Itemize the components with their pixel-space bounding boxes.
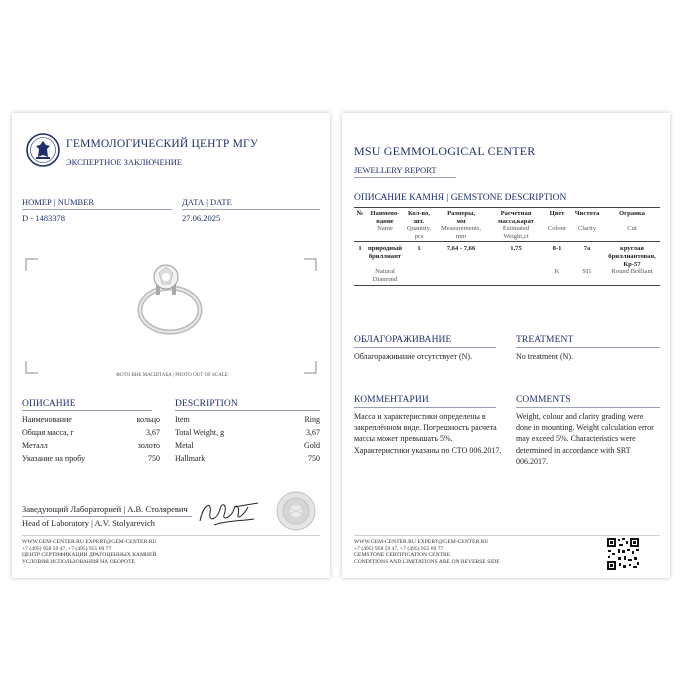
cell: K [554,268,560,276]
col-header: Кол-во, шт. [407,210,431,225]
ring-image [132,255,212,345]
desc-row [22,415,320,428]
gem-heading: ОПИСАНИЕ КАМНЯ | GEMSTONE DESCRIPTION [354,193,567,203]
hologram-seal-icon [276,491,316,531]
footer-right [354,539,500,565]
number-value: D - 1483378 [22,213,65,223]
desc-en-value: Ring [304,415,320,424]
cell: Natural Diamond [372,268,398,283]
col-header: № [356,210,364,217]
treatment-en-heading: TREATMENT [516,335,574,345]
description-rows [22,415,320,467]
head-en-title: Head of Laboratory [22,518,90,528]
col-header: Расчетная масса,карат [498,210,534,225]
cell: круглая бриллиантовая, Кр-57 [608,245,656,268]
col-header: Размеры, мм [447,210,475,225]
comments-en-text: Weight, colour and clarity grading were done in mounting. Weight calculation error may exceed 5%. Characteristics were determined in accordance with SRT 006.2017. [516,412,654,466]
desc-ru-label: Металл [22,441,48,450]
head-en-line: Head of Laboratory | A.V. Stolyarevich [22,518,156,528]
date-value: 27.06.2025 [182,213,221,223]
treatment-ru-heading: ОБЛАГОРАЖИВАНИЕ [354,335,452,345]
footer-line: +7 (495) 958 59 47, +7 (495) 955 69 77 [354,545,444,552]
photo-caption: ФОТО ВНЕ МАСШТАБА | PHOTO OUT OF SCALE [116,373,228,378]
col-header: Clarity [577,225,597,233]
cell: 1 [417,245,421,253]
table-row-en [354,268,660,286]
ring-photo-frame [22,255,320,377]
col-header [354,225,366,242]
desc-en-value: Gold [304,441,320,450]
footer-line: WWW.GEM-CENTER.RU EXPERT@GEM-CENTER.RU [354,539,489,545]
footer-line: +7 (495) 958 59 47, +7 (495) 955 69 77 [22,545,112,552]
cell: 1,75 [510,245,522,253]
head-ru-line: Заведующий Лабораторией | А.В. Столяревич [22,504,188,514]
footer-line: CONDITIONS AND LIMITATIONS ARE ON REVERSE SIDE [354,558,500,565]
cell: SI1 [582,268,592,276]
report-page-russian [12,113,330,578]
cell: Round Brilliant [611,268,653,276]
footer-line: WWW.GEM-CENTER.RU EXPERT@GEM-CENTER.RU [22,539,157,545]
comments-en-heading: COMMENTS [516,395,571,405]
col-header: Estimated Weight,ct [502,225,530,240]
head-en-name: A.V. Stolyarevich [94,518,156,528]
desc-en-label: Total Weight, g [175,428,225,437]
desc-row [22,454,320,467]
desc-ru-label: Указание на пробу [22,454,85,463]
report-type-en: JEWELLERY REPORT [354,165,437,175]
footer-line: УСЛОВИЯ ИСПОЛЬЗОВАНИЯ НА ОБОРОТЕ [22,558,135,565]
date-label: ДАТА | DATE [182,197,232,207]
treatment-en-text: No treatment (N). [516,352,574,361]
desc-ru-label: Общая масса, г [22,428,74,437]
desc-en-value: 750 [308,454,320,463]
report-type: ЭКСПЕРТНОЕ ЗАКЛЮЧЕНИЕ [66,157,183,167]
desc-ru-value: 750 [148,454,160,463]
treatment-ru-text: Облагораживание отсутствует (N). [354,352,473,361]
col-header: Quantity, pcs [406,225,432,240]
desc-en-label: Metal [175,441,194,450]
cell [434,268,488,286]
col-header: Цвет [549,210,565,217]
cell: 7а [583,245,591,253]
comments-ru-text: Масса и характеристики определены в закреплённом виде. Погрешность расчета массы может превышать 5%. Характеристики указаны по СТО 006.2017. [354,412,502,455]
number-label: НОМЕР | NUMBER [22,197,95,207]
col-header: Colour [547,225,567,233]
desc-ru-value: кольцо [136,415,160,424]
desc-ru-value: золото [137,441,160,450]
desc-row [22,441,320,454]
report-page-english [342,113,670,578]
cell: 1 [358,245,362,253]
table-header-ru [354,210,660,225]
desc-en-label: Hallmark [175,454,206,463]
org-title: ГЕММОЛОГИЧЕСКИЙ ЦЕНТР МГУ [66,138,259,150]
head-ru-name: А.В. Столяревич [127,504,188,514]
desc-row [22,428,320,441]
col-header: Measurements, mm [440,225,482,240]
comments-ru-heading: КОММЕНТАРИИ [354,395,429,405]
desc-en-heading: DESCRIPTION [175,399,238,409]
col-header: Cut [627,225,637,233]
head-ru-title: Заведующий Лабораторией [22,504,122,514]
cell [488,268,544,286]
desc-ru-label: Наименование [22,415,72,424]
cell [404,268,434,286]
table-header-en [354,225,660,242]
cell [354,268,366,286]
footer-line: GEMSTONE CERTIFICATION CENTRE [354,552,451,559]
footer-line: ЦЕНТР СЕРТИФИКАЦИИ ДРАГОЦЕННЫХ КАМНЕЙ [22,552,157,559]
cell: природный бриллиант [367,245,403,260]
cell: 8-1 [552,245,562,253]
footer-left [22,539,157,565]
qr-code-icon[interactable] [606,537,640,571]
table-row-ru [354,242,660,268]
col-header: Name [377,225,393,233]
desc-en-value: 3,67 [306,428,320,437]
msu-logo-icon [26,133,60,167]
col-header: Наимено- вание [370,210,400,225]
org-title-en: MSU GEMMOLOGICAL CENTER [354,144,536,158]
gemstone-table [354,210,660,286]
desc-en-label: Item [175,415,190,424]
desc-ru-value: 3,67 [146,428,160,437]
desc-ru-heading: ОПИСАНИЕ [22,399,76,409]
cell: 7,64 - 7,66 [446,245,476,253]
col-header: Огранка [619,210,645,217]
col-header: Чистота [574,210,600,217]
signature-icon [194,495,264,529]
